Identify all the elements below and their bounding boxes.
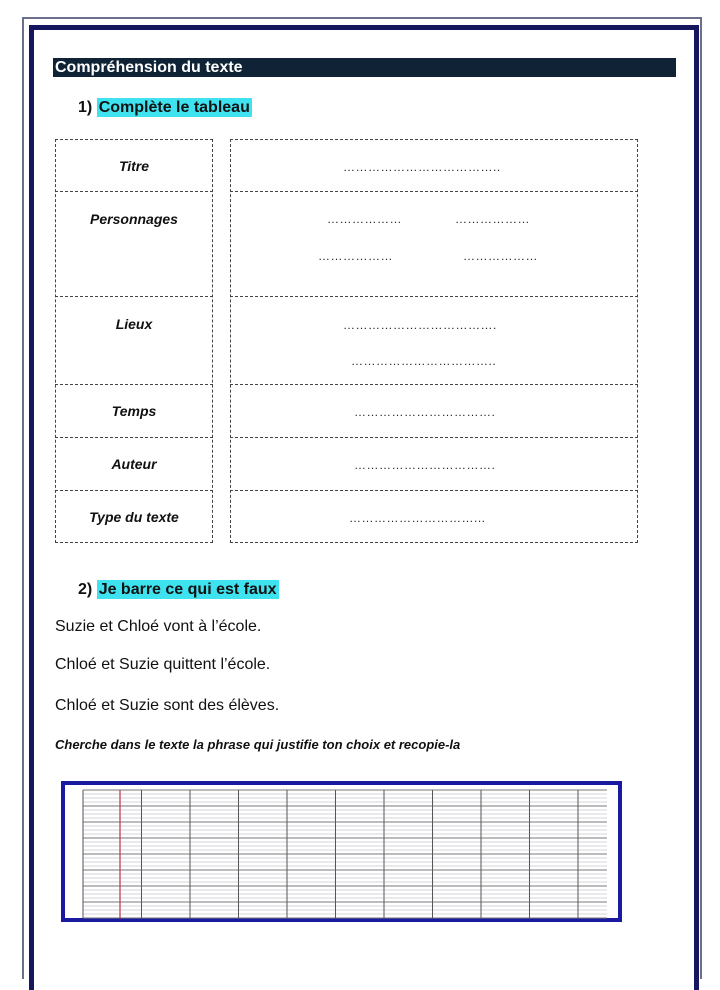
row-divider xyxy=(55,191,213,192)
answer-line[interactable]: ……………… xyxy=(463,249,538,263)
sentence-2[interactable]: Chloé et Suzie quittent l’école. xyxy=(55,656,271,673)
answer-line[interactable]: ………………………………. xyxy=(343,318,497,332)
question-1 xyxy=(78,99,252,117)
row-divider xyxy=(55,384,213,385)
sentence-1[interactable]: Suzie et Chloé vont à l’école. xyxy=(55,618,262,635)
question-number: 2) xyxy=(78,581,93,598)
answer-line[interactable]: ……………… xyxy=(327,212,402,226)
answer-line[interactable]: ……………………………. xyxy=(354,405,496,419)
row-divider xyxy=(230,296,638,297)
answer-line[interactable]: ……………………………….. xyxy=(343,160,501,174)
label-type-du-texte: Type du texte xyxy=(89,509,179,525)
instruction: Cherche dans le texte la phrase qui justifie ton choix et recopie-la xyxy=(55,737,461,752)
table-answer-column xyxy=(230,139,638,543)
answer-line[interactable]: ……………………………. xyxy=(354,458,496,472)
box-border xyxy=(63,783,620,920)
row-divider xyxy=(230,191,638,192)
row-divider xyxy=(230,490,638,491)
row-divider xyxy=(230,437,638,438)
answer-line[interactable]: ……………… xyxy=(455,212,530,226)
answer-line[interactable]: …………………………... xyxy=(349,511,486,525)
question-number: 1) xyxy=(78,99,93,116)
row-divider xyxy=(55,296,213,297)
question-title: Je barre ce qui est faux xyxy=(98,581,277,598)
row-divider xyxy=(230,384,638,385)
answer-line[interactable]: …………………………….. xyxy=(351,354,497,368)
label-auteur: Auteur xyxy=(111,456,157,472)
answer-line[interactable]: ……………… xyxy=(318,249,393,263)
table-label-column xyxy=(55,139,213,543)
sentence-3[interactable]: Chloé et Suzie sont des élèves. xyxy=(55,697,280,714)
row-divider xyxy=(55,437,213,438)
label-personnages: Personnages xyxy=(90,211,178,227)
writing-lines-box[interactable] xyxy=(60,780,625,925)
question-2 xyxy=(78,581,279,599)
label-titre: Titre xyxy=(118,158,150,174)
section-header: Compréhension du texte xyxy=(53,58,676,77)
label-temps: Temps xyxy=(111,403,157,419)
label-lieux: Lieux xyxy=(115,316,153,332)
row-divider xyxy=(55,490,213,491)
question-title: Complète le tableau xyxy=(98,99,250,116)
